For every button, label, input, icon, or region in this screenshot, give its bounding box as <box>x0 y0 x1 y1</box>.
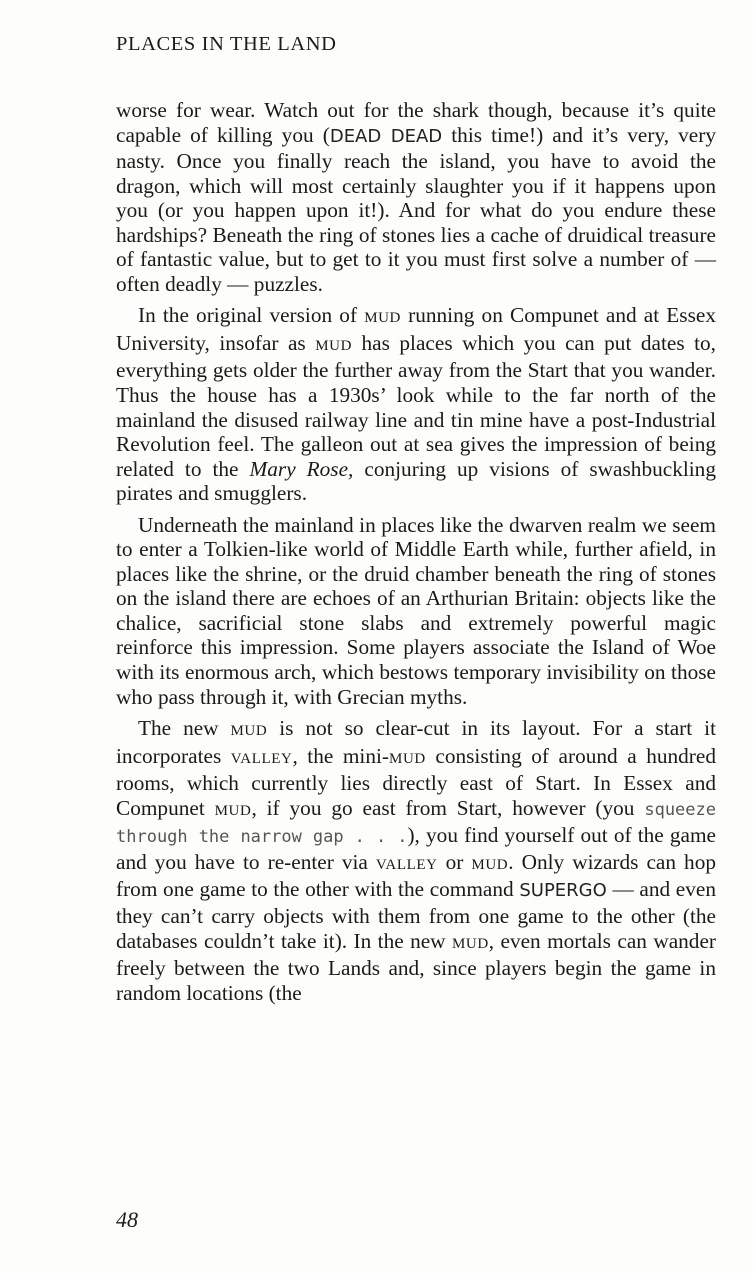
paragraph-4 <box>116 716 716 1005</box>
text: is not so clear-cut in its layout. For a start it incorporates <box>116 716 716 768</box>
text: has places which you can put dates to, everything gets older the further away from the Start that you wander. Thus the house has a 1930s’ look while to the far north of the mainland the disused railway line and tin mine have a post-Industrial Revolution feel. The galleon out at sea gives the impression of being related to the <box>116 330 716 481</box>
text: or <box>437 849 472 874</box>
command-text: SUPERGO <box>519 880 607 902</box>
text: running on Compunet and at Essex University, insofar as <box>116 303 716 355</box>
small-caps-term: MUD <box>389 750 426 767</box>
small-caps-term: MUD <box>315 337 353 354</box>
small-caps-term: MUD <box>451 935 489 952</box>
text: , even mortals can wander freely between the two Lands and, since players begin the game in random locations (the <box>116 928 716 1005</box>
page-number: 48 <box>116 1207 138 1232</box>
text: The new <box>138 716 231 741</box>
paragraph-1 <box>116 98 716 296</box>
small-caps-term: VALLEY <box>230 750 293 767</box>
text: this time!) and it’s very, very nasty. Once you finally reach the island, you have to avoid the dragon, which will most certainly slaughter you if it happens upon you (or you happen upon it!). And for what do you endure these hardships? Beneath the ring of stones lies a cache of druidical treasure of fantastic value, but to get to it you must first solve a number of — often deadly — puzzles. <box>116 122 716 296</box>
text: conjuring up visions of swashbuckling pirates and smugglers. <box>116 456 716 506</box>
text: . Only wizards can hop from one game to the other with the command <box>116 849 717 902</box>
text: Underneath the mainland in places like the dwarven realm we seem to enter a Tolkien-like world of Middle Earth while, further afield, in places like the shrine, or the druid chamber beneath the ring of stones on the island there are echoes of an Arthurian Britain: objects like the chalice, sacrificial stone slabs and extremely powerful magic reinforce this impression. Some players associate the Island of Woe with its enormous arch, which bestows temporary invisibility on those who pass through it, with Grecian myths. <box>116 512 716 709</box>
text: — and even they can’t carry objects with them from one game to the other (the databases couldn’t take it). In the new <box>116 877 716 953</box>
body-text <box>116 98 716 1005</box>
text: In the original version of <box>138 303 365 328</box>
text: worse for wear. Watch out for the shark though, because it’s quite capable of killing you ( <box>116 98 716 147</box>
game-output-text: squeeze through the narrow gap . . . <box>116 799 716 848</box>
text: consisting of around a hundred rooms, which currently lies directly east of Start. In Essex and Compunet <box>116 743 716 820</box>
small-caps-term: MUD <box>230 723 268 740</box>
command-text: DEAD DEAD <box>329 125 443 147</box>
small-caps-term: VALLEY <box>375 856 438 873</box>
small-caps-term: MUD <box>214 802 252 819</box>
small-caps-term: MUD <box>364 310 401 327</box>
running-head: PLACES IN THE LAND <box>116 33 337 55</box>
paragraph-2 <box>116 303 716 505</box>
italic-title: Mary Rose, <box>249 456 354 481</box>
paragraph-3 <box>116 513 716 709</box>
small-caps-term: MUD <box>471 856 509 873</box>
text: , if you go east from Start, however (you <box>251 795 645 820</box>
text: , the mini- <box>292 743 390 768</box>
text: ), you find yourself out of the game and you have to re-enter via <box>116 823 716 874</box>
